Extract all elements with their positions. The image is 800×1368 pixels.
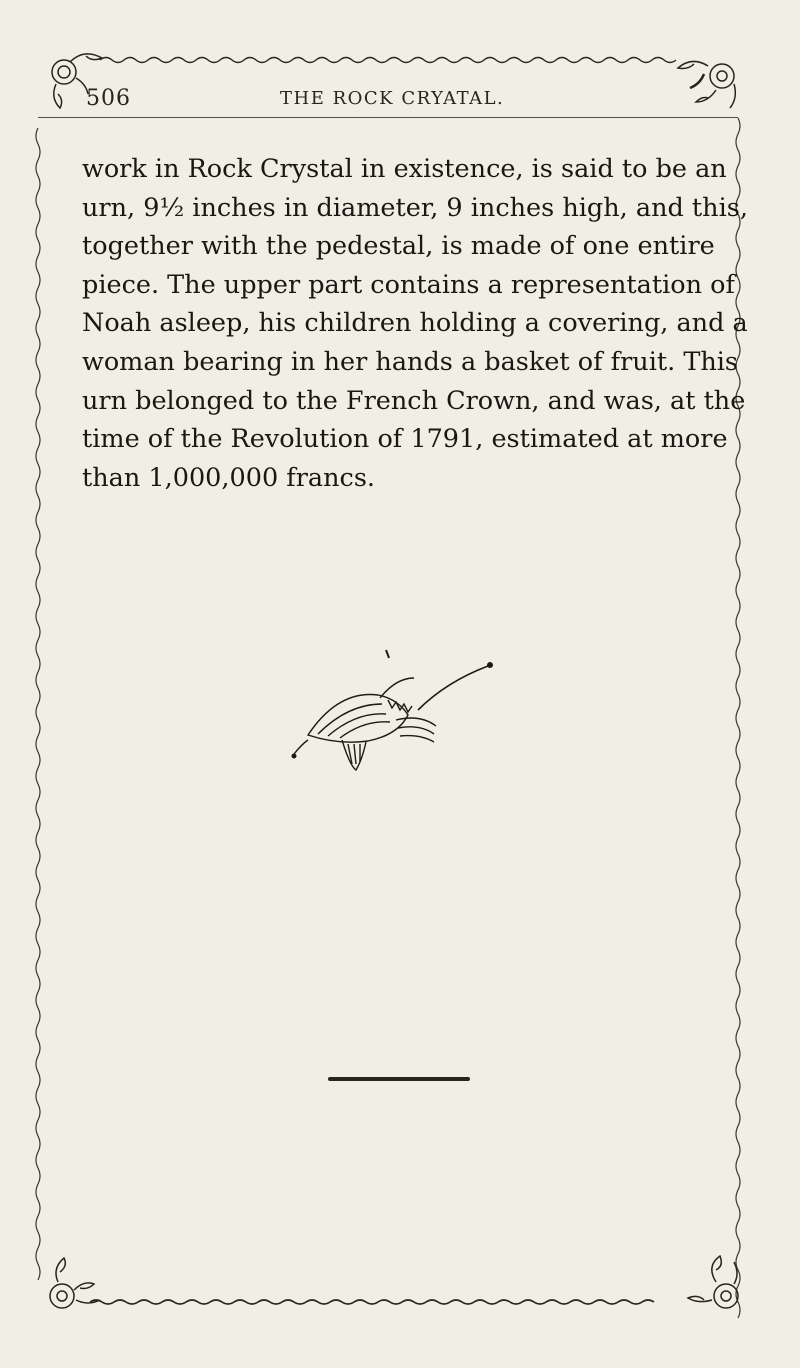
page-header bbox=[0, 80, 800, 120]
text-line: than 1,000,000 francs. bbox=[82, 462, 376, 493]
text-line: woman bearing in her hands a basket of fruit. This bbox=[82, 346, 739, 377]
bottom-wavy-border-icon bbox=[90, 1300, 654, 1304]
closing-rule bbox=[328, 1077, 470, 1081]
bottom-right-floral-corner-icon bbox=[688, 1256, 738, 1308]
text-line: together with the pedestal, is made of one entire bbox=[82, 231, 715, 262]
text-line: Noah asleep, his children holding a covering, and a bbox=[82, 308, 748, 339]
text-line: time of the Revolution of 1791, estimated at more bbox=[82, 424, 728, 455]
right-wavy-border-icon bbox=[736, 118, 740, 1318]
page-number: 506 bbox=[86, 86, 131, 111]
text-line: work in Rock Crystal in existence, is said to be an bbox=[82, 154, 727, 184]
header-rule bbox=[38, 117, 738, 118]
top-wavy-border-icon bbox=[100, 58, 676, 63]
body-paragraph bbox=[82, 150, 748, 497]
left-wavy-border-icon bbox=[36, 128, 40, 1280]
text-line: urn, 9½ inches in diameter, 9 inches high, and this, bbox=[82, 192, 748, 223]
quill-pen-tailpiece-icon bbox=[268, 640, 508, 800]
text-line: urn belonged to the French Crown, and was, at the bbox=[82, 385, 746, 416]
running-head: THE ROCK CRYATAL. bbox=[280, 88, 505, 109]
text-line: piece. The upper part contains a representation of bbox=[82, 269, 735, 300]
